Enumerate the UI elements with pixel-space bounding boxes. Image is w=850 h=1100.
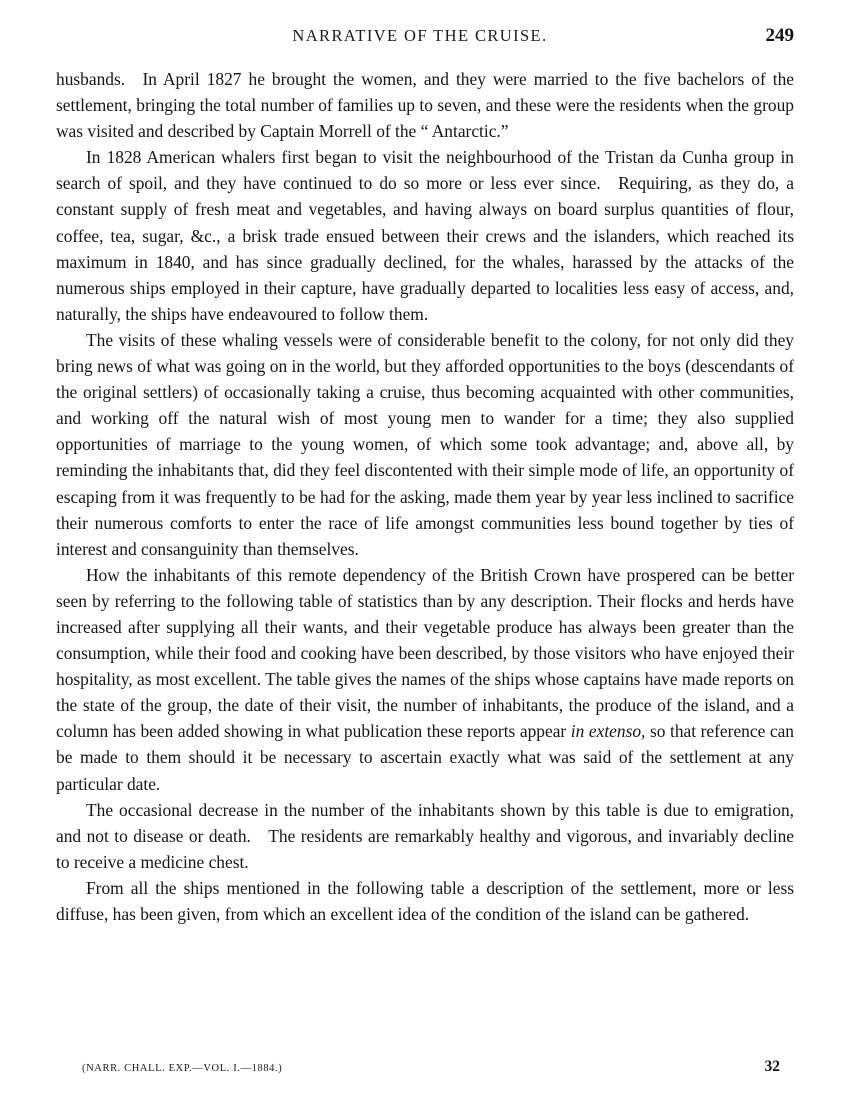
signature-mark: (NARR. CHALL. EXP.—VOL. I.—1884.): [82, 1063, 283, 1074]
paragraph-text: How the inhabitants of this remote dependency of the British Crown have prospered can be better seen by referring to the following table of statistics than by any description. Their flocks and herds have increased after supplying all their wants, and their vegetable produce has always been greater than the consumption, while their food and cooking have been described, by those visitors who have enjoyed their hospitality, as most excellent. The table gives the names of the ships whose captains have made reports on the state of the group, the date of their visit, the number of inhabitants, the produce of the island, and a column has been added showing in what publication these reports appear: [56, 564, 794, 742]
body-text: [56, 66, 794, 927]
running-head: [56, 26, 794, 60]
paragraph: husbands. In April 1827 he brought the women, and they were married to the five bachelors of the settlement, bringing the total number of families up to seven, and these were the residents when the group was visited and described by Captain Morrell of the “ Antarctic.”: [56, 69, 794, 142]
page-footer: [56, 1054, 794, 1074]
page-title: NARRATIVE OF THE CRUISE.: [292, 26, 548, 45]
sheet-number: 32: [764, 1058, 780, 1075]
paragraph: The occasional decrease in the number of the inhabitants shown by this table is due to emigration, and not to disease or death. The residents are remarkably healthy and vigorous, and invariably decline to receive a medicine chest.: [56, 799, 794, 872]
paragraph: In 1828 American whalers first began to visit the neighbourhood of the Tristan da Cunha group in search of spoil, and they have continued to do so more or less ever since. Requiring, as they do, a constant supply of fresh meat and vegetables, and having always on board surplus quantities of flour, coffee, tea, sugar, &c., a brisk trade ensued between their crews and the islanders, which reached its maximum in 1840, and has since gradually declined, for the whales, harassed by the attacks of the numerous ships employed in their capture, have gradually departed to localities less easy of access, and, naturally, the ships have endeavoured to follow them.: [56, 147, 794, 324]
paragraph: The visits of these whaling vessels were of considerable benefit to the colony, for not only did they bring news of what was going on in the world, but they afforded opportunities to the boys (descendants of the original settlers) of occasionally taking a cruise, thus becoming acquainted with other communities, and working off the natural wish of most young men to wander for a time; they also supplied opportunities of marriage to the young women, of which some took advantage; and, above all, by reminding the inhabitants that, did they feel discontented with their simple mode of life, an opportunity of escaping from it was frequently to be had for the asking, made them year by year less inclined to sacrifice their numerous comforts to enter the race of life amongst communities less bound together by ties of interest and consanguinity than themselves.: [56, 329, 794, 559]
paragraph: [56, 562, 794, 797]
paragraph: From all the ships mentioned in the following table a description of the settlement, more or less diffuse, has been given, from which an excellent idea of the condition of the island can be gathered.: [56, 877, 794, 924]
page-number: 249: [765, 25, 794, 46]
paragraph-tail: so that reference can be made to them should it be necessary to ascertain exactly what was said of the settlement at any particular date.: [56, 721, 794, 794]
italic-phrase: in extenso,: [570, 721, 646, 742]
